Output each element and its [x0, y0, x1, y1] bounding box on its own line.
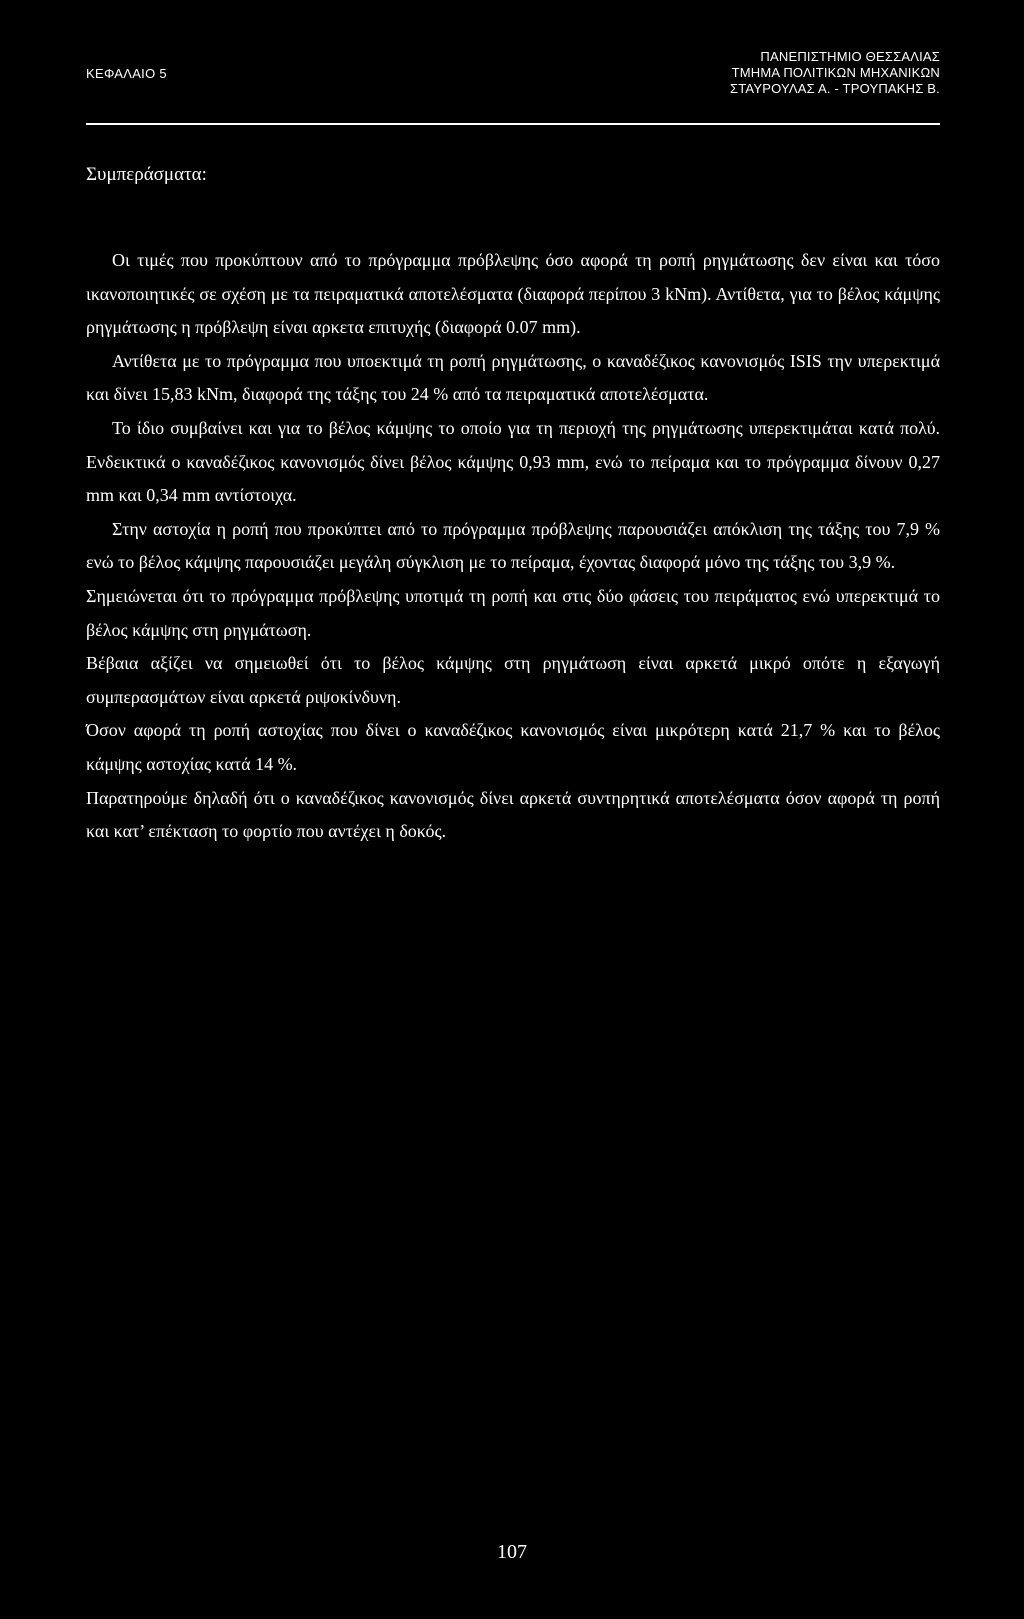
authors-names: ΣΤΑΥΡΟΥΛΑΣ Α. - ΤΡΟΥΠΑΚΗΣ Β. [730, 81, 940, 96]
paragraph-7: Όσον αφορά τη ροπή αστοχίας που δίνει ο καναδέζικος κανονισμός είναι μικρότερη κατά 21,7 % και το βέλος κάμψης αστοχίας κατά 14 %. [86, 720, 940, 774]
paragraph-6: Βέβαια αξίζει να σημειωθεί ότι το βέλος κάμψης στη ρηγμάτωση είναι αρκετά μικρό οπότε η εξαγωγή συμπερασμάτων είναι αρκετά ριψοκίνδυνη. [86, 653, 940, 707]
institution-header [730, 49, 940, 97]
paragraph-4: Στην αστοχία η ροπή που προκύπτει από το πρόγραμμα πρόβλεψης παρουσιάζει απόκλιση της τάξης του 7,9 % ενώ το βέλος κάμψης παρουσιάζει μεγάλη σύγκλιση με το πείραμα, έχοντας διαφορά μόνο της τάξης του 3,9 %. [86, 518, 940, 573]
department-name: ΤΜΗΜΑ ΠΟΛΙΤΙΚΩΝ ΜΗΧΑΝΙΚΩΝ [731, 65, 940, 80]
body-text [86, 244, 940, 849]
paragraph-8: Παρατηρούμε δηλαδή ότι ο καναδέζικος κανονισμός δίνει αρκετά συντηρητικά αποτελέσματα όσον αφορά τη ροπή και κατ’ επέκταση το φορτίο που αντέχει η δοκός. [86, 787, 940, 842]
university-name: ΠΑΝΕΠΙΣΤΗΜΙΟ ΘΕΣΣΑΛΙΑΣ [760, 49, 940, 64]
paragraph-3: Το ίδιο συμβαίνει και για το βέλος κάμψης το οποίο για τη περιοχή της ρηγμάτωσης υπερεκτιμάται κατά πολύ. Ενδεικτικά ο καναδέζικος κανονισμός δίνει βέλος κάμψης 0,93 mm, ενώ το πείραμα και το πρόγραμμα δίνουν 0,27 mm και 0,34 mm αντίστοιχα. [86, 417, 940, 506]
header-divider [86, 123, 940, 125]
chapter-label: ΚΕΦΑΛΑΙΟ 5 [86, 66, 167, 81]
paragraph-5: Σημειώνεται ότι το πρόγραμμα πρόβλεψης υποτιμά τη ροπή και στις δύο φάσεις του πειράματος ενώ υπερεκτιμά το βέλος κάμψης στη ρηγμάτωση. [86, 585, 940, 640]
paragraph-1: Οι τιμές που προκύπτουν από το πρόγραμμα πρόβλεψης όσο αφορά τη ροπή ρηγμάτωσης δεν είναι και τόσο ικανοποιητικές σε σχέση με τα πειραματικά αποτελέσματα (διαφορά περίπου 3 kNm). Αντίθετα, για το βέλος κάμψης ρηγμάτωσης η πρόβλεψη είναι αρκετα επιτυχής (διαφορά 0.07 mm). [86, 250, 940, 338]
page-number: 107 [497, 1541, 527, 1563]
section-title: Συμπεράσματα: [86, 164, 207, 185]
paragraph-2: Αντίθετα με το πρόγραμμα που υποεκτιμά τη ροπή ρηγμάτωσης, ο καναδέζικος κανονισμός ISIS την υπερεκτιμά και δίνει 15,83 kNm, διαφορά της τάξης του 24 % από τα πειραματικά αποτελέσματα. [86, 350, 940, 405]
